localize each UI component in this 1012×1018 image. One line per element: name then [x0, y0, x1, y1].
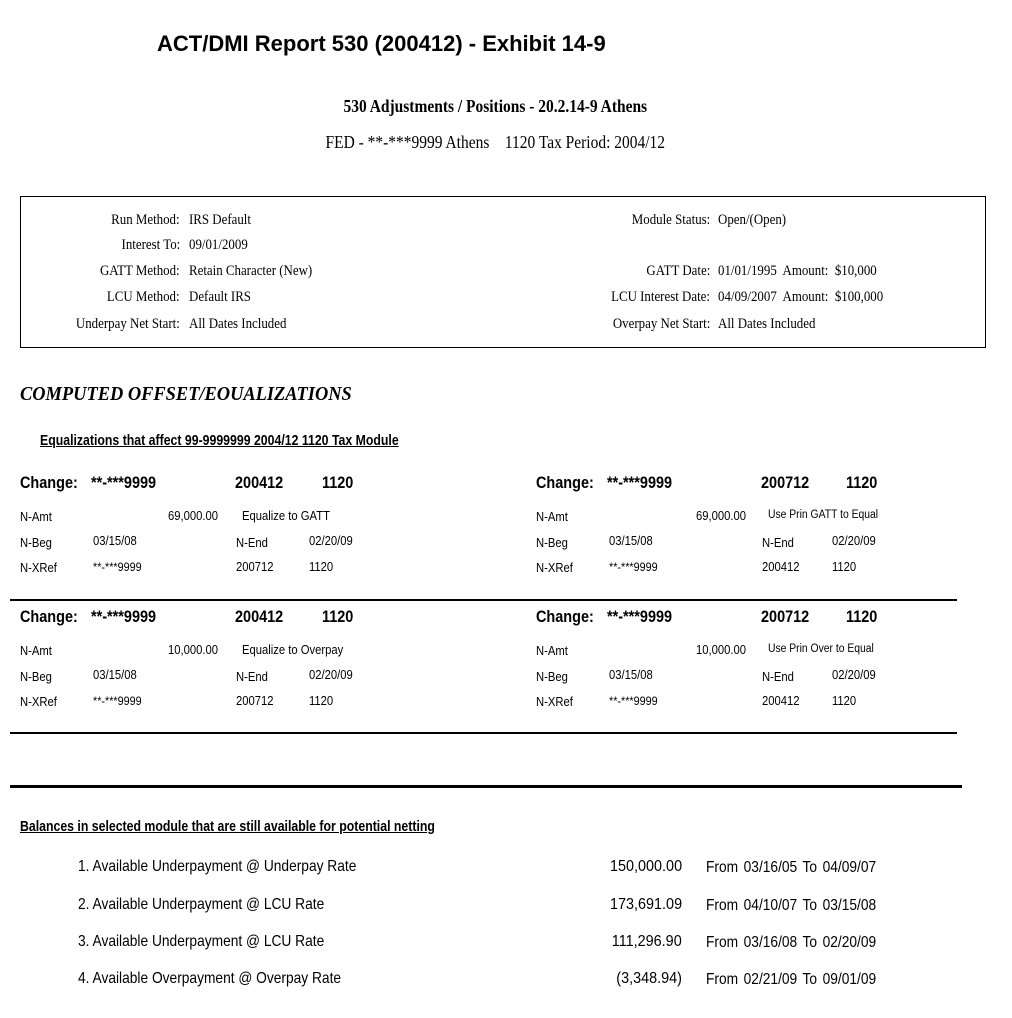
underpay-net-start-label: Underpay Net Start: [76, 316, 180, 332]
balance-label: 2. Available Underpayment @ LCU Rate [78, 896, 325, 913]
gatt-date-value: 01/01/1995 Amount: $10,000 [718, 263, 877, 279]
n-xref-label: N-XRef [20, 695, 57, 709]
equalizations-heading: Equalizations that affect 99-9999999 2004/12 1120 Tax Module [40, 432, 399, 449]
change-label: Change: [20, 473, 78, 492]
module-status-label: Module Status: [631, 212, 710, 228]
balance-date-range: From 02/21/09 To 09/01/09 [706, 971, 877, 988]
n-amt-description: Use Prin Over to Equal [768, 643, 874, 655]
balances-heading: Balances in selected module that are still available for potential netting [20, 818, 435, 835]
change-tin: **-***9999 [607, 607, 673, 626]
balance-label: 1. Available Underpayment @ Underpay Rate [78, 858, 357, 875]
report-title: ACT/DMI Report 530 (200412) - Exhibit 14-9 [157, 31, 606, 56]
n-xref-form: 1120 [309, 560, 334, 574]
n-xref-label: N-XRef [20, 561, 57, 575]
n-end-label: N-End [236, 536, 268, 550]
change-label: Change: [536, 473, 594, 492]
n-amt-label: N-Amt [536, 644, 568, 658]
gatt-method-label: GATT Method: [100, 263, 180, 279]
balance-label: 4. Available Overpayment @ Overpay Rate [78, 970, 342, 987]
n-amt-value: 69,000.00 [696, 509, 747, 523]
n-end-value: 02/20/09 [309, 534, 353, 548]
n-amt-description: Equalize to Overpay [242, 643, 344, 657]
n-end-value: 02/20/09 [832, 668, 876, 682]
change-tin: **-***9999 [91, 473, 157, 492]
gatt-date-label: GATT Date: [646, 263, 710, 279]
n-xref-tin: **-***9999 [93, 694, 142, 708]
balance-amount: 173,691.09 [609, 896, 682, 913]
n-amt-value: 10,000.00 [696, 643, 747, 657]
n-xref-form: 1120 [832, 694, 857, 708]
n-end-value: 02/20/09 [309, 668, 353, 682]
change-block [536, 473, 966, 583]
n-xref-form: 1120 [309, 694, 334, 708]
change-label: Change: [536, 607, 594, 626]
report-subtitle: 530 Adjustments / Positions - 20.2.14-9 Athens [343, 96, 648, 116]
n-beg-value: 03/15/08 [609, 668, 653, 682]
n-end-label: N-End [762, 536, 794, 550]
change-period: 200712 [761, 473, 810, 492]
change-block [20, 607, 450, 717]
n-beg-value: 03/15/08 [93, 534, 137, 548]
section-divider [10, 785, 962, 788]
interest-to-value: 09/01/2009 [189, 237, 248, 253]
change-period: 200412 [235, 473, 284, 492]
change-period: 200412 [235, 607, 284, 626]
change-form: 1120 [846, 607, 878, 626]
n-amt-value: 10,000.00 [168, 643, 219, 657]
change-block [536, 607, 966, 717]
n-beg-label: N-Beg [536, 536, 568, 550]
n-end-label: N-End [762, 670, 794, 684]
lcu-interest-date-label: LCU Interest Date: [611, 289, 710, 305]
n-xref-tin: **-***9999 [93, 560, 142, 574]
n-beg-label: N-Beg [20, 536, 52, 550]
n-beg-label: N-Beg [536, 670, 568, 684]
n-xref-period: 200712 [236, 694, 274, 708]
change-form: 1120 [322, 607, 354, 626]
n-xref-period: 200712 [236, 560, 274, 574]
report-subline: FED - **-***9999 Athens 1120 Tax Period: 2004/12 [325, 132, 666, 152]
change-tin: **-***9999 [91, 607, 157, 626]
change-label: Change: [20, 607, 78, 626]
n-beg-label: N-Beg [20, 670, 52, 684]
lcu-method-value: Default IRS [189, 289, 251, 305]
n-amt-value: 69,000.00 [168, 509, 219, 523]
balance-amount: 111,296.90 [612, 933, 682, 950]
underpay-net-start-value: All Dates Included [189, 316, 287, 332]
run-method-label: Run Method: [111, 212, 180, 228]
n-beg-value: 03/15/08 [609, 534, 653, 548]
n-xref-label: N-XRef [536, 695, 573, 709]
change-separator [10, 732, 957, 734]
balance-amount: 150,000.00 [609, 858, 682, 875]
n-xref-label: N-XRef [536, 561, 573, 575]
computed-offsets-heading: COMPUTED OFFSET/EOUALIZATIONS [20, 383, 352, 405]
balance-date-range: From 04/10/07 To 03/15/08 [706, 897, 877, 914]
module-info-box [20, 196, 986, 348]
change-form: 1120 [846, 473, 878, 492]
n-amt-label: N-Amt [20, 644, 52, 658]
n-amt-label: N-Amt [536, 510, 568, 524]
change-tin: **-***9999 [607, 473, 673, 492]
n-xref-period: 200412 [762, 694, 800, 708]
n-end-value: 02/20/09 [832, 534, 876, 548]
n-xref-tin: **-***9999 [609, 694, 658, 708]
change-period: 200712 [761, 607, 810, 626]
balance-label: 3. Available Underpayment @ LCU Rate [78, 933, 325, 950]
change-form: 1120 [322, 473, 354, 492]
n-amt-description: Equalize to GATT [242, 509, 330, 523]
overpay-net-start-label: Overpay Net Start: [612, 316, 710, 332]
balance-amount: (3,348.94) [616, 970, 682, 987]
overpay-net-start-value: All Dates Included [718, 316, 816, 332]
balance-date-range: From 03/16/08 To 02/20/09 [706, 934, 877, 951]
change-block [20, 473, 450, 583]
n-amt-description: Use Prin GATT to Equal [768, 509, 879, 521]
n-xref-period: 200412 [762, 560, 800, 574]
n-beg-value: 03/15/08 [93, 668, 137, 682]
n-xref-form: 1120 [832, 560, 857, 574]
interest-to-label: Interest To: [121, 237, 180, 253]
gatt-method-value: Retain Character (New) [189, 263, 313, 279]
module-status-value: Open/(Open) [718, 212, 787, 228]
n-amt-label: N-Amt [20, 510, 52, 524]
run-method-value: IRS Default [189, 212, 251, 228]
change-separator [10, 599, 957, 601]
lcu-interest-date-value: 04/09/2007 Amount: $100,000 [718, 289, 884, 305]
balance-date-range: From 03/16/05 To 04/09/07 [706, 859, 877, 876]
lcu-method-label: LCU Method: [107, 289, 180, 305]
n-xref-tin: **-***9999 [609, 560, 658, 574]
n-end-label: N-End [236, 670, 268, 684]
